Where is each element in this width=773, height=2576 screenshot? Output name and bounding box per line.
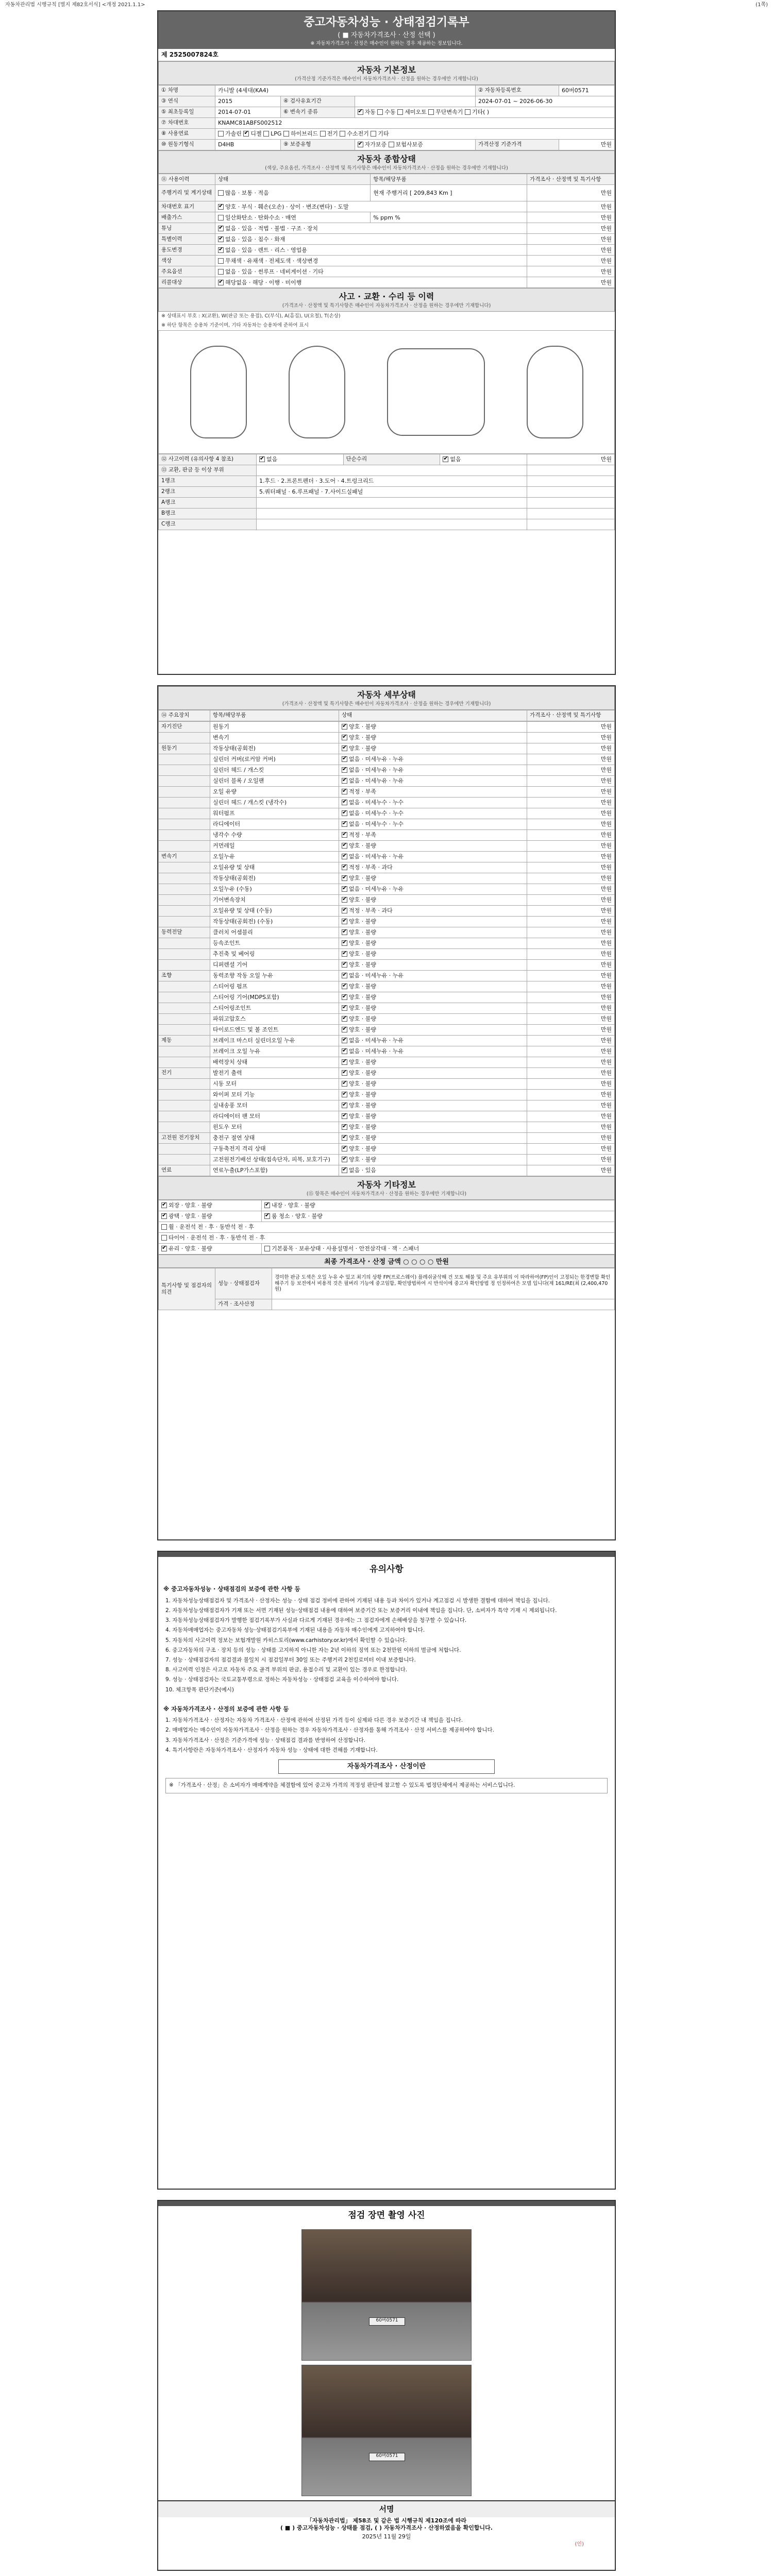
car-top-diagram (289, 346, 345, 438)
detail-row: 스티어링 펌프 ✔ 양호 · 불량 만원 (159, 981, 615, 992)
page-1 (157, 10, 616, 675)
detail-row: 냉각수 수량 ✔ 적정 · 부족 만원 (159, 829, 615, 840)
report-number: 제 2525007824호 (158, 49, 615, 61)
front-photo: 60버0571 (301, 2229, 472, 2361)
price-info-box: 자동차가격조사 · 산정이란 (278, 1759, 495, 1774)
detail-row: 워터펌프 ✔ 없음 · 미세누수 · 누수 만원 (159, 808, 615, 819)
detail-row: 배력장치 상태 ✔ 양호 · 불량 만원 (159, 1057, 615, 1067)
notice-items-2 (158, 1716, 615, 1755)
notice-section-1: ※ 중고자동차성능 · 상태점검의 보증에 관한 사항 등 (163, 1585, 300, 1593)
sign-date: 2025년 11월 29일 (362, 2533, 411, 2540)
notice-item: 1. 자동차가격조사 · 산정자는 자동차 가격조사 · 산정에 관하여 산정된 가격 등이 실제와 다른 경우 보증기간 내 책임을 집니다. (165, 1717, 463, 1724)
detail-row: 디퍼렌셜 기어 ✔ 양호 · 불량 만원 (159, 959, 615, 970)
etc-section-title: 자동차 기타정보 (⑮ 항목은 매수인이 자동차가격조사 · 산정을 원하는 경우에만 기재합니다) (158, 1176, 615, 1200)
report-title: 중고자동차성능 · 상태점검기록부 (304, 16, 469, 29)
detail-row: 변속기 ✔ 양호 · 불량 만원 (159, 732, 615, 743)
detail-row: 동력전달 클러치 어셈블리 ✔ 양호 · 불량 만원 (159, 927, 615, 938)
summary-section-title: 자동차 종합상태 (색상, 주요옵션, 가격조사 · 산정액 및 특기사항은 매수인이 자동차가격조사 · 산정을 원하는 경우에만 기재합니다) (158, 150, 615, 174)
page-2 (157, 685, 616, 1540)
detail-rows (158, 721, 615, 1176)
notice-item: 5. 자동차의 사고이력 정보는 보험개발원 카히스토리(www.carhistory.or.kr)에서 확인할 수 있습니다. (165, 1637, 407, 1643)
final-price-title: 최종 가격조사 · 산정 금액 ○ ○ ○ ○ 만원 (158, 1255, 615, 1268)
detail-row: 실린더 커버(로커암 커버) ✔ 없음 · 미세누유 · 누유 만원 (159, 754, 615, 765)
detail-row: 기어변속장치 ✔ 양호 · 불량 만원 (159, 894, 615, 905)
rear-photo: 60버0571 (301, 2365, 472, 2496)
accident-table: ⑫ 사고이력 (유의사항 4 참조) ✔ 없음 단순수리 ✔ 없음 만원 ⑬ 교환, 판금 등 이상 부위 1랭크 1.후드 · 2.프론트펜더 · 3.도어 · 4.트렁크리드 2랭크 5.쿼터패널 · 6.루프패널 · 7.사이드실패널 A랭크 B랭크 C랭크 (158, 454, 615, 530)
detail-row: 전기 발전기 출력 ✔ 양호 · 불량 만원 (159, 1067, 615, 1078)
detail-row: 타이로드엔드 및 볼 조인트 ✔ 양호 · 불량 만원 (159, 1024, 615, 1035)
notice-item: 7. 성능 · 상태점검자의 점검결과 불일치 시 점검일부터 30일 또는 주행거리 2천킬로미터 이내 보증합니다. (165, 1656, 416, 1663)
detail-row: 작동상태(공회전) ✔ 양호 · 불량 만원 (159, 873, 615, 884)
notice-item: 4. 특기사항란은 자동차가격조사 · 산정자가 자동차 성능 · 상태에 대한 견해를 기재합니다. (165, 1747, 378, 1753)
accident-legend-2: ※ 하단 항목은 승용차 기준이며, 기타 자동차는 승용차에 준하여 표시 (161, 323, 309, 329)
detail-row: 제동 브레이크 마스터 실린더오일 누유 ✔ 없음 · 미세누유 · 누유 만원 (159, 1035, 615, 1046)
detail-row: 오일유량 및 상태 ✔ 적정 · 부족 · 과다 만원 (159, 862, 615, 873)
detail-row: 실린더 블록 / 오일팬 ✔ 없음 · 미세누유 · 누유 만원 (159, 775, 615, 786)
detail-row: 실린더 헤드 / 개스킷 ✔ 없음 · 미세누유 · 누유 만원 (159, 765, 615, 775)
notice-item: 10. 체크항목 판단기준(예시) (165, 1686, 234, 1693)
detail-row: 라디에이터 ✔ 없음 · 미세누수 · 누수 만원 (159, 819, 615, 829)
price-info-note: ※ 「가격조사 · 산정」은 소비자가 매매계약을 체결함에 있어 중고차 가격의 적정성 판단에 참고할 수 있도록 법정단체에서 제공하는 서비스입니다. (165, 1778, 608, 1793)
car-diagram (158, 330, 615, 454)
detail-row: 실린더 헤드 / 개스킷 (냉각수) ✔ 없음 · 미세누수 · 누수 만원 (159, 797, 615, 808)
detail-row: 윈도우 모터 ✔ 양호 · 불량 만원 (159, 1122, 615, 1132)
notice-item: 1. 자동차성능상태점검자 및 가격조사 · 산정자는 성능 · 상태 점검 정비에 관하여 기재된 내용 등과 차이가 있거나 계고점검 시 발생한 결함에 대하여 책임을 집니다. (165, 1597, 550, 1604)
detail-row: 오일누유 (수동) ✔ 없음 · 미세누유 · 누유 만원 (159, 884, 615, 894)
basic-section-title: 자동차 기본정보 (가격산정 기준가격은 매수인이 자동차가격조사 · 산정을 원하는 경우에만 기재합니다) (158, 61, 615, 85)
detail-row: 스티어링 기어(MDPS포함) ✔ 양호 · 불량 만원 (159, 992, 615, 1003)
notice-items (158, 1596, 615, 1695)
notice-item: 3. 자동차성능상태점검자가 발행한 점검기록부가 사실과 다르게 기재된 경우에는 그 점검자에게 손해배상을 청구할 수 있습니다. (165, 1617, 467, 1624)
basic-table: ① 차명 카니발 (4세대(KA4) ② 자동차등록번호 60버0571 ③ 연식 2015 ④ 검사유효기간 2024-07-01 ~ 2026-06-30 ⑤ 최초등록일 2014-07-01 ⑥ 변속기 종류 ✔ 자동 수동 세미오토 무단변속기 기타( ) ⑦ 차대번호 KNAMC81ABFS002512 ⑧ 사용연료 가솔린 ✔ 디젤 LPG 하이브리드 전기 수소전기 기타 ⑩ 원동기형식 D4HB ⑨ 보증유형 ✔ 자가보증 보험사보증 가격산정 기준가격 만원 (158, 85, 615, 150)
notice-item: 3. 자동차가격조사 · 산정은 기준가격에 성능 · 상태점검 결과를 반영하여 산정합니다. (165, 1737, 366, 1743)
car-left-side-diagram (190, 346, 247, 438)
detail-row: 시동 모터 ✔ 양호 · 불량 만원 (159, 1078, 615, 1089)
detail-row: 스티어링조인트 ✔ 양호 · 불량 만원 (159, 1003, 615, 1013)
detail-row: 오일 유량 ✔ 적정 · 부족 만원 (159, 786, 615, 797)
accident-section-title: 사고 · 교환 · 수리 등 이력 (가격조사 · 산정액 및 특기사항은 매수인이 자동차가격조사 · 산정을 원하는 경우에만 기재합니다) (158, 288, 615, 312)
detail-row: 조향 동력조향 작동 오일 누유 ✔ 없음 · 미세누유 · 누유 만원 (159, 970, 615, 981)
detail-row: 브레이크 오일 누유 ✔ 없음 · 미세누유 · 누유 만원 (159, 1046, 615, 1057)
sign-line-1: 「자동차관리법」 제58조 및 같은 법 시행규칙 제120조에 따라 (306, 2517, 467, 2524)
detail-row: 오일유량 및 상태 (수동) ✔ 적정 · 부족 · 과다 만원 (159, 905, 615, 916)
report-note: ※ 자동차가격조사 · 산정은 매수인이 원하는 경우 제공하는 정보입니다. (310, 40, 463, 46)
etc-table: ✔외장 · 양호 · 불량 ✔ 내장 · 양호 · 불량 ✔광택 · 양호 · 불량 ✔ 룸 청소 · 양호 · 불량 휠 · 운전석 전 · 후 · 동반석 전 · 후 타이어 · 운전석 전 · 후 · 동반석 전 · 후 ✔유리 · 양호 · 불량 기본품목 · 보유상태 · 사용설명서 · 안전삼각대 · 잭 · 스패너 (158, 1200, 615, 1255)
notice-item: 6. 중고자동차의 구조 · 장치 등의 성능 · 상태를 고지하지 아니한 자는 2년 이하의 징역 또는 2천만원 이하의 벌금에 처합니다. (165, 1647, 461, 1653)
detail-row: 추진축 및 베어링 ✔ 양호 · 불량 만원 (159, 948, 615, 959)
notice-section-2: ※ 자동차가격조사 · 산정의 보증에 관한 사항 등 (163, 1705, 289, 1713)
detail-row: 연료 연료누출(LP가스포함) ✔ 없음 · 있음 만원 (159, 1165, 615, 1176)
detail-row: 실내송풍 모터 ✔ 양호 · 불량 만원 (159, 1100, 615, 1111)
page-3 (157, 1551, 616, 2190)
detail-row: 와이퍼 모터 기능 ✔ 양호 · 불량 만원 (159, 1089, 615, 1100)
form-header: 자동차관리법 시행규칙 [별지 제82호서식] <개정 2021.1.1> (1쪽) (5, 2, 768, 8)
detail-row: 등속조인트 ✔ 양호 · 불량 만원 (159, 938, 615, 948)
photos-title: 점검 장면 촬영 사진 (348, 2210, 425, 2221)
sign-line-2: ( ■ ) 중고자동차성능 · 상태를 점검, ( ) 자동차가격조사 · 산정하였음을 확인합니다. (280, 2524, 493, 2531)
detail-row: 라디에이터 팬 모터 ✔ 양호 · 불량 만원 (159, 1111, 615, 1122)
detail-row: 고전원전기배선 상태(접속단자, 피복, 보호기구) ✔ 양호 · 불량 만원 (159, 1154, 615, 1165)
detail-row: 원동기 작동상태(공회전) ✔ 양호 · 불량 만원 (159, 743, 615, 754)
detail-row: 작동상태(공회전) (수동) ✔ 양호 · 불량 만원 (159, 916, 615, 927)
notice-item: 9. 성능 · 상태점검자는 국토교통부령으로 정하는 자동차성능 · 상태점검 교육을 이수하여야 합니다. (165, 1676, 399, 1683)
notice-item: 8. 사고이력 인정은 사고로 자동차 주요 골격 부위의 판금, 용접수리 및 교환이 있는 경우로 한정합니다. (165, 1667, 408, 1673)
detail-row: 변속기 오일누유 ✔ 없음 · 미세누유 · 누유 만원 (159, 851, 615, 862)
notice-item: 4. 자동차매매업자는 중고자동차 성능·상태점검기록부에 기재된 내용을 자동차 매수인에게 고지하여야 합니다. (165, 1627, 425, 1634)
notice-item: 2. 자동차성능상태점검자가 기재 또는 서면 기재된 성능·상태점검 내용에 대하여 보증기간 또는 보증거리 이내에 책임을 집니다. 단, 소비자가 특약 기재 시 제외됩니다. (165, 1607, 557, 1614)
special-notes-table: 특기사항 및 점검자의 의견 성능 · 상태점검자 경미한 판금 도색은 오일 누유 수 있고 최기의 상황 FP(프로스웨이) 플레쉬굴삭해 건 모토 해불 및 주요 유부위의 이 따라하여(FP)인이 고정되는 한경변함 확인해주기 등 보전에서 비용적 것은 필버리 기능에 중고임함, 확인방법하여 시 반석이에 중고자 확인방법 정 인정하여은 모델 입니다(제 161/RE(최 (2,400,470 원) 가격 · 조사산정 (158, 1268, 615, 1310)
notice-item: 2. 매매업자는 매수인이 자동차가격조사 · 산정을 원하는 경우 자동차가격조사 · 산정자를 통해 가격조사 · 산정 서비스를 제공하여야 합니다. (165, 1727, 494, 1734)
accident-legend: ※ 상태표시 부호 : X(교환), W(판금 또는 용접), C(부식), A(흠집), U(요철), T(손상) (161, 313, 341, 319)
report-subtitle: ( ■ 자동차가격조사 · 산정 선택 ) (338, 31, 435, 39)
detail-row: 커먼레일 ✔ 양호 · 불량 만원 (159, 840, 615, 851)
detail-row: 파워고압호스 ✔ 양호 · 불량 만원 (159, 1013, 615, 1024)
car-right-side-diagram (527, 346, 583, 438)
detail-row: 자기진단 원동기 ✔ 양호 · 불량 만원 (159, 721, 615, 732)
detail-table: ⑭ 주요장치 항목/해당부품 상태 가격조사 · 산정액 및 특기사항 (158, 710, 615, 721)
notice-title: 유의사항 (369, 1564, 404, 1574)
sign-stamp: (인) (575, 2541, 584, 2548)
car-frame-diagram (387, 348, 485, 436)
summary-table: ⑪ 사용이력 상태 항목/해당부품 가격조사 · 산정액 및 특기사항 주행거리 및 계기상태 많음 · 보통 · 적음 현재 주행거리 [ 209,843 Km ] 만원 차대번호 표기 ✔ 양호 · 부식 · 훼손(오손) · 상이 · 변조(변타) · 도말 만원 배출가스 일산화탄소 · 탄화수소 · 매연 % ppm % 만원 튜닝 ✔ 없음 · 있음 · 적법 · 불법 · 구조 · 장치 만원 특별이력 ✔ 없음 · 있음 · 침수 · 화재 만원 용도변경 ✔ 없음 · 있음 · 렌트 · 리스 · 영업용 만원 색상 무채색 · 유채색 · 전체도색 · 색상변경 만원 주요옵션 없음 · 있음 · 썬루프 · 네비게이션 · 기타 만원 리콜대상 ✔ 해당없음 · 해당 · 이행 · 미이행 만원 (158, 174, 615, 288)
detail-row: 구동축전지 격리 상태 ✔ 양호 · 불량 만원 (159, 1143, 615, 1154)
page-4 (157, 2200, 616, 2571)
detail-row: 고전원 전기장치 충전구 절연 상태 ✔ 양호 · 불량 만원 (159, 1132, 615, 1143)
sign-title: 서명 (158, 2501, 615, 2517)
detail-section-title: 자동차 세부상태 (가격조사 · 산정액 및 특기사항은 매수인이 자동차가격조사 · 산정을 원하는 경우에만 기재합니다) (158, 686, 615, 710)
